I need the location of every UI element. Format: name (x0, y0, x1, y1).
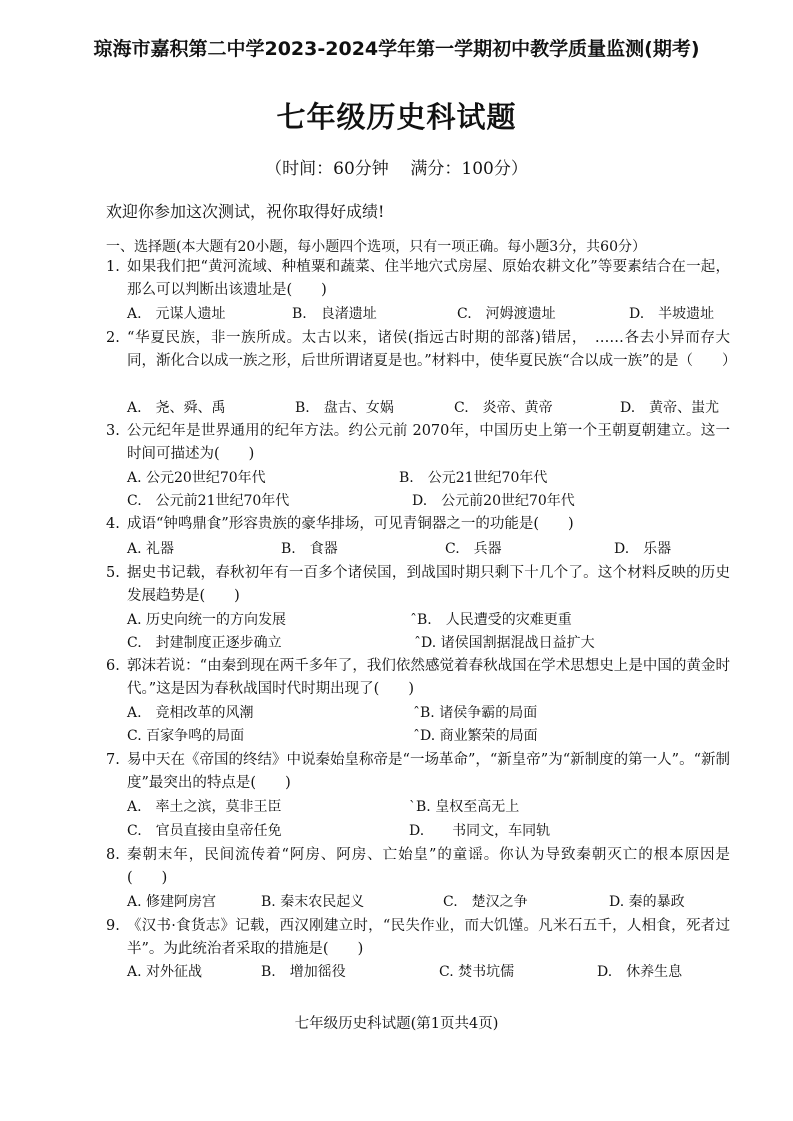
option-c[interactable]: C. 百家争鸣的局面 (127, 728, 245, 744)
page-footer: 七年级历史科试题(第1页共4页) (294, 1016, 499, 1032)
option-a[interactable]: A. 公元20世纪70年代 (127, 470, 266, 486)
question-6-options-row1 (127, 702, 732, 724)
option-a[interactable]: A. 率土之滨，莫非王臣 (127, 799, 282, 815)
question-6-options-row2 (127, 725, 732, 747)
question-9-options (127, 961, 732, 983)
question-3-options-row1 (127, 467, 732, 489)
question-number: 2. (106, 330, 120, 346)
option-b[interactable]: B. 增加徭役 (261, 964, 346, 980)
question-number: 7. (106, 752, 120, 768)
question-5 (106, 562, 730, 608)
question-4-options (127, 538, 732, 560)
welcome-text: 欢迎你参加这次测试，祝你取得好成绩! (106, 202, 385, 221)
question-3 (106, 420, 730, 466)
question-8 (106, 844, 730, 890)
option-d[interactable]: ˆD. 商业繁荣的局面 (413, 728, 538, 744)
question-4 (106, 513, 730, 536)
question-5-options-row2 (127, 632, 732, 654)
exam-time-score: （时间：60分钟 满分：100分） (265, 159, 528, 179)
question-stem: 成语“钟鸣鼎食”形容贵族的豪华排场，可见青铜器之一的功能是( ) (127, 516, 574, 532)
option-b[interactable]: B. 公元21世纪70年代 (399, 470, 548, 486)
question-stem: 公元纪年是世界通用的纪年方法。约公元前 2070年，中国历史上第一个王朝夏朝建立。这一时间可描述为( ) (127, 423, 730, 462)
option-c[interactable]: C. 楚汉之争 (443, 894, 528, 910)
question-stem: 秦朝末年，民间流传着“阿房、阿房、亡始皇”的童谣。你认为导致秦朝灭亡的根本原因是( ) (127, 847, 730, 886)
question-number: 1. (106, 259, 120, 275)
option-b[interactable]: B. 秦末农民起义 (261, 894, 365, 910)
question-number: 5. (106, 565, 120, 581)
option-d[interactable]: D. 半坡遗址 (629, 306, 715, 322)
question-7-options-row2 (127, 820, 732, 842)
option-c[interactable]: C. 炎帝、黄帝 (454, 400, 553, 416)
option-c[interactable]: C. 官员直接由皇帝任免 (127, 823, 282, 839)
question-6 (106, 655, 730, 701)
question-7-options-row1 (127, 796, 732, 818)
question-number: 4. (106, 516, 120, 532)
option-a[interactable]: A. 竞相改革的风潮 (127, 705, 254, 721)
option-c[interactable]: C. 河姆渡遗址 (457, 306, 556, 322)
option-d[interactable]: D. 秦的暴政 (609, 894, 685, 910)
question-stem: “华夏民族，非一族所成。太古以来，诸侯(指远古时期的部落)错居， ……各去小异而存大同，渐化合以成一族之形，后世所谓诸夏是也。”材料中，使华夏民族“合以成一族”的是（ ） (127, 330, 737, 369)
question-2-options (127, 397, 732, 419)
option-c[interactable]: C. 公元前21世纪70年代 (127, 493, 290, 509)
question-number: 9. (106, 918, 120, 934)
question-stem: 《汉书·食货志》记载，西汉刚建立时，“民失作业，而大饥馑。凡米石五千，人相食，死者过半”。为此统治者采取的措施是( ) (127, 918, 730, 957)
option-d[interactable]: D. 乐器 (614, 541, 672, 557)
option-a[interactable]: A. 对外征战 (127, 964, 203, 980)
option-b[interactable]: ˆB. 人民遭受的灾难更重 (410, 612, 572, 628)
option-c[interactable]: C. 封建制度正逐步确立 (127, 635, 282, 651)
option-d[interactable]: ˆD. 诸侯国割据混战日益扩大 (414, 635, 595, 651)
question-1-options (127, 303, 732, 325)
option-b[interactable]: B. 盘古、女娲 (295, 400, 394, 416)
option-c[interactable]: C. 焚书坑儒 (439, 964, 515, 980)
section-heading: 一、选择题(本大题有20小题，每小题四个选项，只有一项正确。每小题3分，共60分） (106, 239, 646, 255)
option-d[interactable]: D. 黄帝、蚩尤 (620, 400, 720, 416)
question-stem: 如果我们把“黄河流域、种植粟和蔬菜、住半地穴式房屋、原始农耕文化”等要素结合在一起，那么可以判断出该遗址是( ) (127, 259, 730, 298)
option-a[interactable]: A. 礼器 (127, 541, 175, 557)
question-5-options-row1 (127, 609, 732, 631)
question-stem: 易中天在《帝国的终结》中说秦始皇称帝是“一场革命”，“新皇帝”为“新制度的第一人”。“新制度”最突出的特点是( ) (127, 752, 730, 791)
option-b[interactable]: B. 良渚遗址 (292, 306, 377, 322)
option-d[interactable]: D. 书同文，车同轨 (409, 823, 551, 839)
question-number: 8. (106, 847, 120, 863)
option-b[interactable]: ˋB. 皇权至高无上 (409, 799, 520, 815)
option-c[interactable]: C. 兵器 (445, 541, 502, 557)
question-number: 6. (106, 658, 120, 674)
question-2 (106, 327, 737, 373)
option-d[interactable]: D. 休养生息 (597, 964, 683, 980)
question-8-options (127, 891, 732, 913)
exam-title: 七年级历史科试题 (276, 100, 517, 134)
school-header: 琼海市嘉积第二中学2023-2024学年第一学期初中教学质量监测(期考) (93, 38, 700, 60)
option-b[interactable]: ˆB. 诸侯争霸的局面 (413, 705, 538, 721)
option-d[interactable]: D. 公元前20世纪70年代 (412, 493, 575, 509)
option-a[interactable]: A. 元谋人遗址 (127, 306, 226, 322)
question-stem: 据史书记载，春秋初年有一百多个诸侯国，到战国时期只剩下十几个了。这个材料反映的历史发展趋势是( ) (127, 565, 730, 604)
question-3-options-row2 (127, 490, 732, 512)
option-b[interactable]: B. 食器 (281, 541, 338, 557)
question-1 (106, 256, 730, 302)
option-a[interactable]: A. 历史向统一的方向发展 (127, 612, 287, 628)
option-a[interactable]: A. 尧、舜、禹 (127, 400, 226, 416)
option-a[interactable]: A. 修建阿房宫 (127, 894, 217, 910)
question-7 (106, 749, 730, 795)
question-9 (106, 915, 730, 961)
question-number: 3. (106, 423, 120, 439)
question-stem: 郭沫若说：“由秦到现在两千多年了，我们依然感觉着春秋战国在学术思想史上是中国的黄金时代。”这是因为春秋战国时代时期出现了( ) (127, 658, 730, 697)
